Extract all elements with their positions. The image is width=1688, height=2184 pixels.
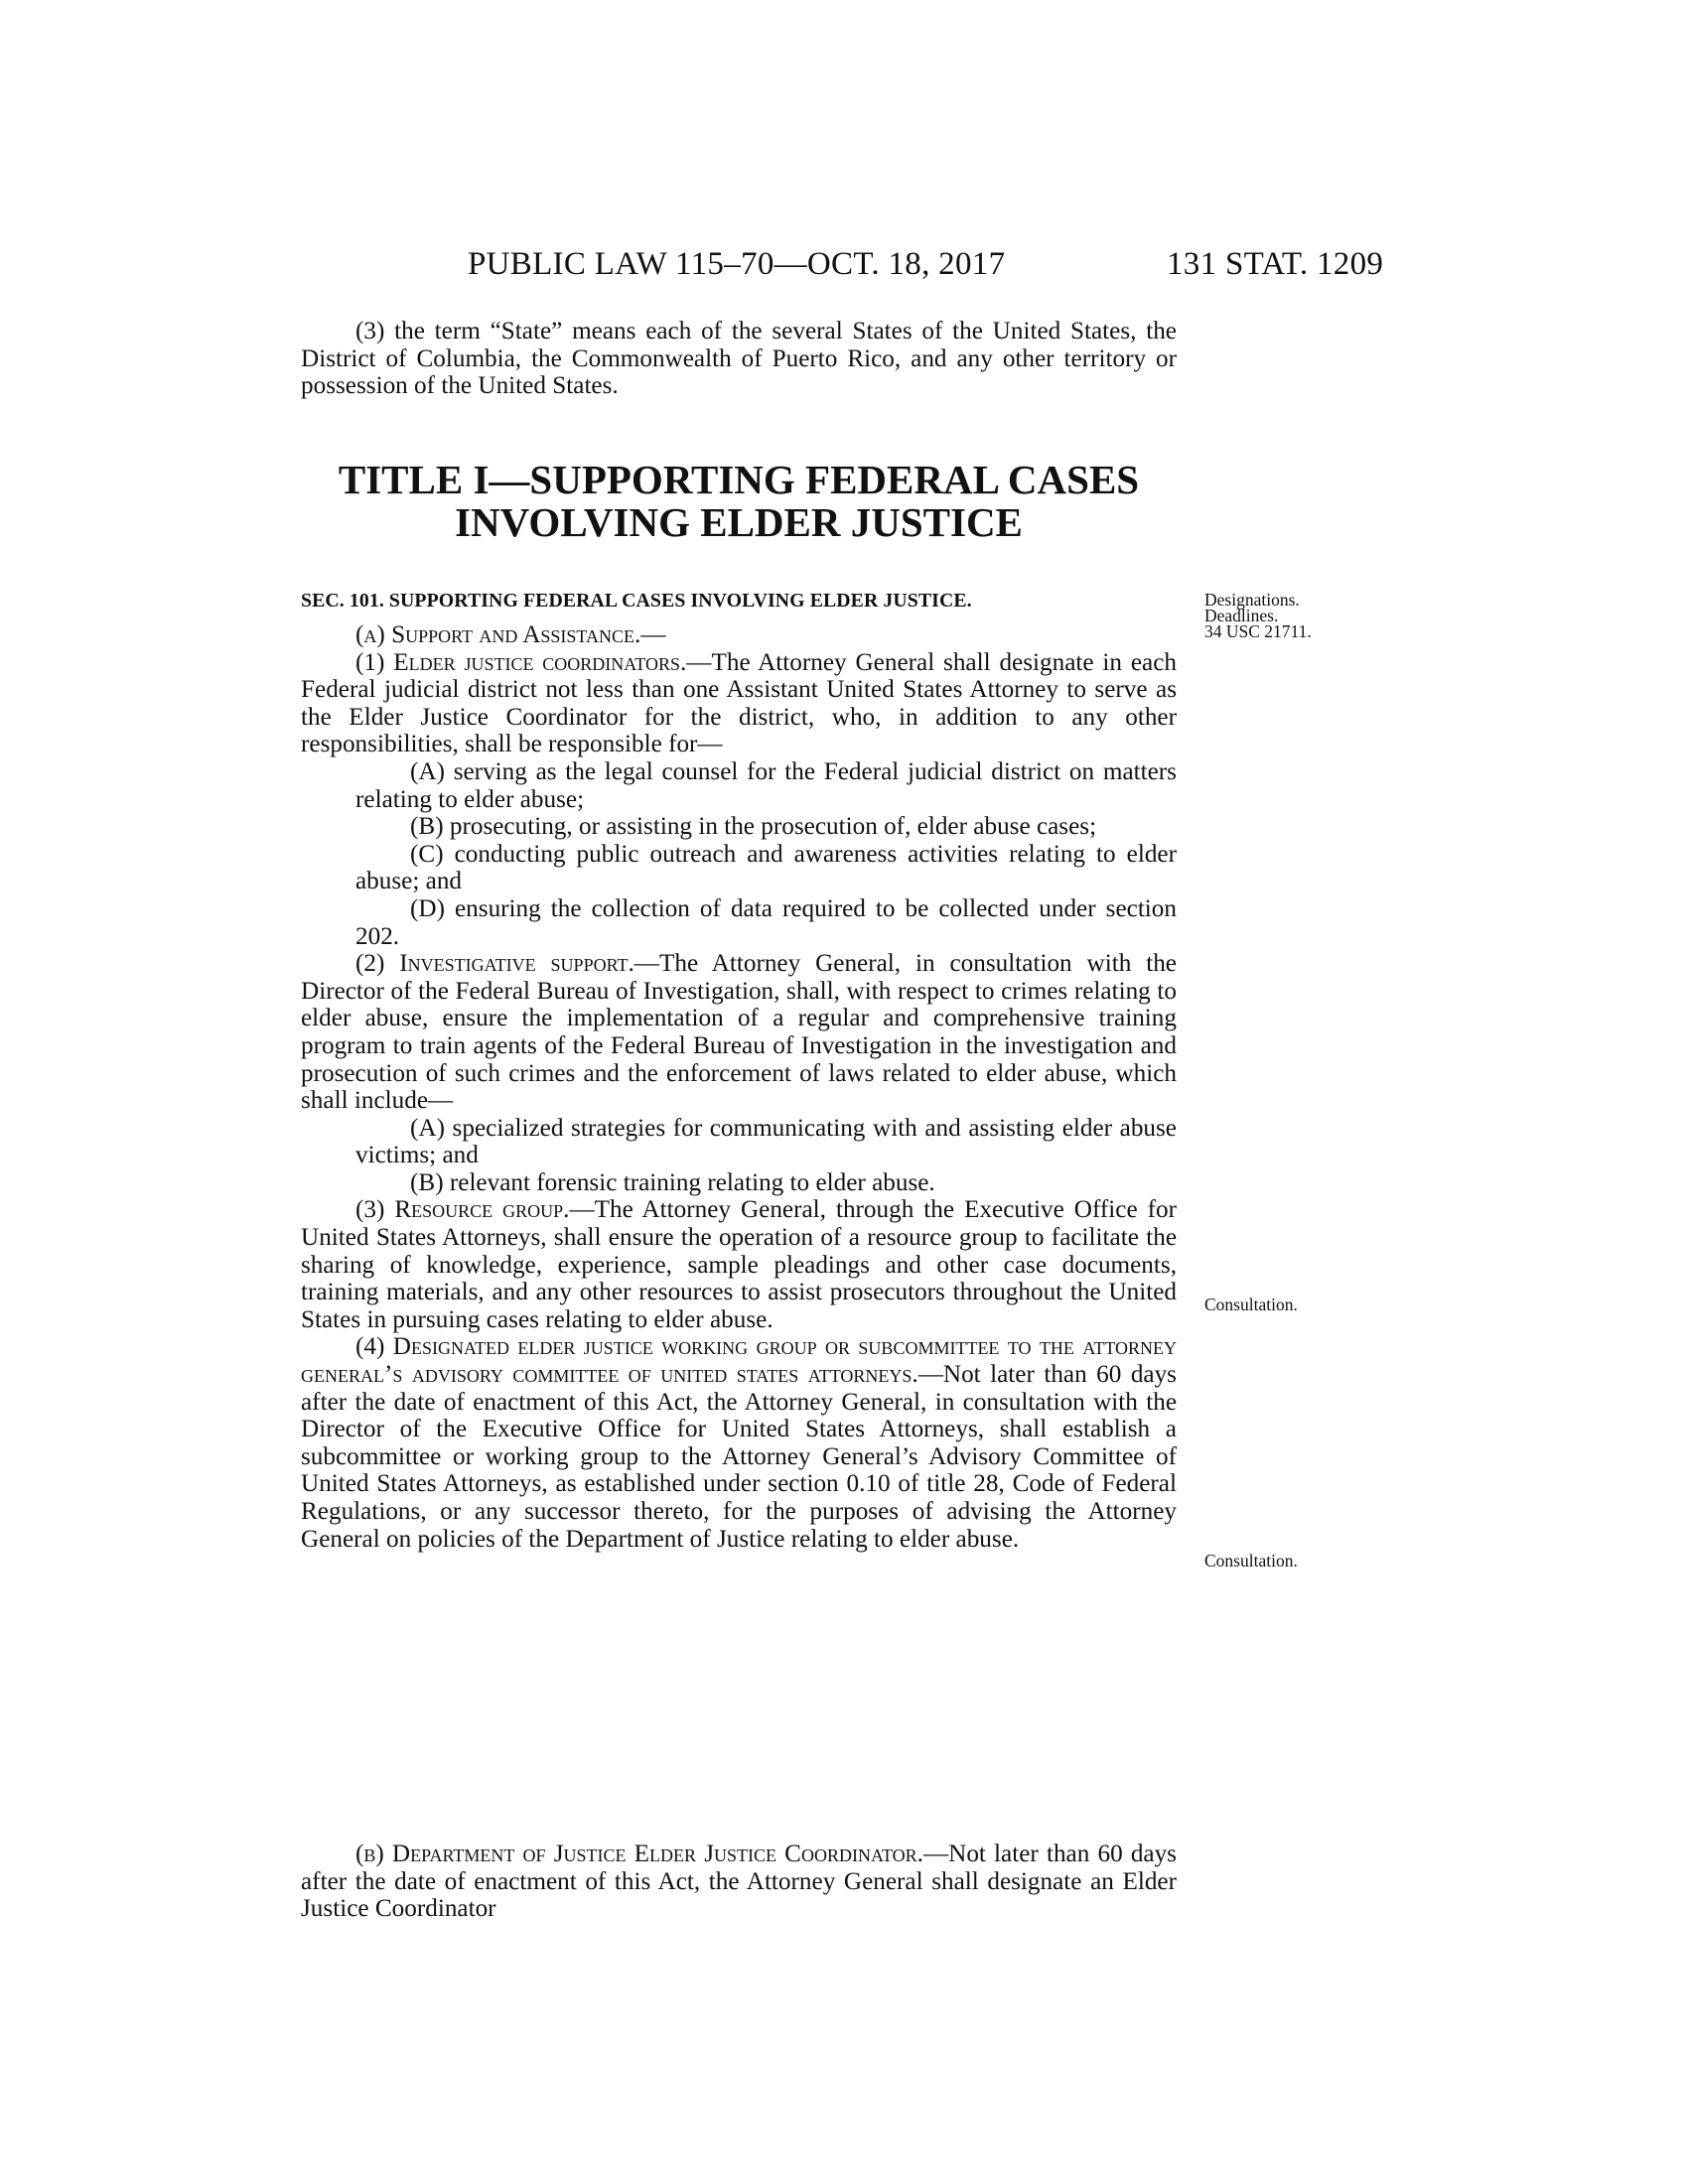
paragraph-a2-heading: (2) Investigative support.	[355, 950, 634, 978]
margin-note-consultation: Consultation.	[1204, 1551, 1298, 1570]
paragraph-a2	[301, 950, 1177, 1115]
paragraph-a4	[301, 1333, 1177, 1553]
clause-a1D: (D) ensuring the collection of data required to be collected under section 202.	[355, 894, 1177, 950]
margin-note-line: Designations.	[1204, 590, 1300, 610]
paragraph-a4-text: —Not later than 60 days after the date of enactment of this Act, the Attorney General, in consultation with the Director of the Executive Office for United States Attorneys, shall establish a subcommittee or working group to the Attorney General’s Advisory Committee of United States Attorneys, as established under section 0.10 of title 28, Code of Federal Regulations, or any successor thereto, for the purposes of advising the Attorney General on policies of the Department of Justice relating to elder abuse.	[301, 1361, 1177, 1553]
intro-block	[301, 318, 1177, 400]
paragraph-a1-text: —The Attorney General shall designate in each Federal judicial district not less than one Assistant United States Attorney to serve as the Elder Justice Coordinator for the district, who, in addition to any other responsibilities, shall be responsible for—	[301, 648, 1177, 758]
margin-note-line: 34 USC 21711.	[1204, 621, 1312, 641]
margin-note-line: Deadlines.	[1204, 606, 1279, 625]
definition-paragraph: (3) the term “State” means each of the several States of the United States, the District of Columbia, the Commonwealth of Puerto Rico, and any other territory or possession of the United States.	[301, 318, 1177, 400]
subsection-b-text: —Not later than 60 days after the date of enactment of this Act, the Attorney General shall designate an Elder Justice Coordinator	[301, 1841, 1177, 1923]
clause-a2B: (B) relevant forensic training relating to elder abuse.	[410, 1168, 935, 1196]
clause-a1B: (B) prosecuting, or assisting in the prosecution of, elder abuse cases;	[410, 813, 1097, 841]
section-body	[301, 621, 1177, 1553]
clause-a1C: (C) conducting public outreach and awareness activities relating to elder abuse; and	[355, 840, 1177, 895]
subsection-b-paragraph	[301, 1841, 1177, 1923]
title-line-2: INVOLVING ELDER JUSTICE	[455, 499, 1023, 545]
paragraph-a3-heading: (3) Resource group.	[355, 1196, 570, 1224]
running-header-law: PUBLIC LAW 115–70—OCT. 18, 2017	[468, 246, 1006, 282]
subsection-b-heading: (b) Department of Justice Elder Justice Coordinator.	[355, 1841, 923, 1867]
section-heading: SEC. 101. SUPPORTING FEDERAL CASES INVOLVING ELDER JUSTICE.	[301, 590, 972, 612]
paragraph-a2-text: —The Attorney General, in consultation with the Director of the Federal Bureau of Investigation, shall, with respect to crimes relating to elder abuse, ensure the implementation of a regular and comprehensive training program to train agents of the Federal Bureau of Investigation in the investigation and prosecution of such crimes and the enforcement of laws related to elder abuse, which shall include—	[301, 950, 1177, 1115]
paragraph-a1	[301, 649, 1177, 758]
margin-note-designations	[1204, 592, 1312, 639]
title-line-1: TITLE I—SUPPORTING FEDERAL CASES	[338, 457, 1140, 502]
paragraph-a3	[301, 1196, 1177, 1333]
running-header-stat: 131 STAT. 1209	[1167, 246, 1384, 282]
paragraph-a3-text: —The Attorney General, through the Executive Office for United States Attorneys, shall ensure the operation of a resource group to facilitate the sharing of knowledge, experience, sample pleadings and other case documents, training materials, and any other resources to assist prosecutors throughout the United States in pursuing cases relating to elder abuse.	[301, 1196, 1177, 1333]
margin-note-consultation: Consultation.	[1204, 1295, 1298, 1314]
paragraph-a4-heading: (4) Designated elder justice working group or subcommittee to the attorney general’s advisory committee of united states attorneys.	[301, 1333, 1177, 1389]
subsection-a-heading: (a) Support and Assistance.—	[355, 621, 666, 648]
clause-a1A: (A) serving as the legal counsel for the Federal judicial district on matters relating to elder abuse;	[355, 757, 1177, 813]
paragraph-a1-heading: (1) Elder justice coordinators.	[355, 648, 687, 676]
subsection-b	[301, 1841, 1177, 1923]
clause-a2A: (A) specialized strategies for communicating with and assisting elder abuse victims; and	[355, 1114, 1177, 1169]
title-heading	[301, 459, 1177, 544]
